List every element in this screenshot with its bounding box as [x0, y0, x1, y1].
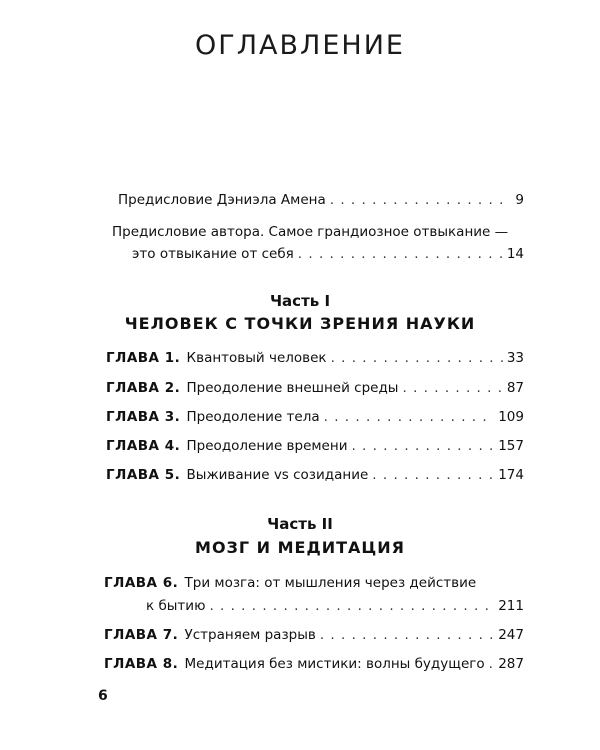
toc-page-number: 14 [506, 246, 524, 262]
toc-entry-chapter-5[interactable] [106, 467, 524, 483]
leader-dots [320, 627, 494, 643]
chapter-number: ГЛАВА 6. [104, 575, 179, 591]
toc-entry-chapter-7[interactable] [104, 627, 524, 643]
toc-entry-chapter-6-line1 [104, 575, 476, 591]
part-1-label: Часть I [269, 292, 331, 310]
toc-entry-chapter-1[interactable] [106, 350, 524, 366]
leader-dots [351, 438, 494, 454]
toc-entry-foreword-author[interactable] [132, 246, 524, 262]
toc-entry-chapter-3[interactable] [106, 409, 524, 425]
toc-entry-foreword-amen[interactable] [118, 192, 524, 208]
toc-entry-chapter-2[interactable] [106, 380, 524, 396]
toc-entry-title: это отвыкание от себя [132, 246, 294, 262]
toc-page-number: 33 [506, 350, 524, 366]
page-number: 6 [98, 688, 108, 704]
chapter-number: ГЛАВА 1. [106, 350, 181, 366]
chapter-title: Выживание vs созидание [186, 467, 369, 483]
leader-dots [330, 192, 512, 208]
chapter-title: Преодоление времени [186, 438, 348, 454]
toc-page-number: 9 [515, 192, 524, 208]
part-1-title: ЧЕЛОВЕК С ТОЧКИ ЗРЕНИЯ НАУКИ [124, 314, 476, 333]
chapter-title: Преодоление тела [186, 409, 320, 425]
toc-page-number: 109 [498, 409, 524, 425]
toc-page-number: 247 [498, 627, 524, 643]
chapter-number: ГЛАВА 3. [106, 409, 181, 425]
toc-entry-chapter-8[interactable] [104, 656, 524, 672]
leader-dots [372, 467, 494, 483]
chapter-number: ГЛАВА 2. [106, 380, 181, 396]
chapter-number: ГЛАВА 7. [104, 627, 179, 643]
toc-entry-title: Предисловие Дэниэла Амена [118, 192, 326, 208]
chapter-title: Устраняем разрыв [184, 627, 316, 643]
toc-entry-foreword-author-line1: Предисловие автора. Самое грандиозное отвыкание — [112, 224, 509, 240]
part-2-label: Часть II [267, 515, 333, 533]
leader-dots [402, 380, 502, 396]
chapter-title-continued: к бытию [146, 598, 206, 614]
leader-dots [331, 350, 503, 366]
toc-page-number: 174 [498, 467, 524, 483]
toc-entry-chapter-4[interactable] [106, 438, 524, 454]
toc-page-number: 157 [498, 438, 524, 454]
chapter-title: Преодоление внешней среды [186, 380, 399, 396]
leader-dots [489, 656, 495, 672]
toc-entry-chapter-6[interactable] [146, 598, 524, 614]
chapter-title: Квантовый человек [186, 350, 327, 366]
toc-page-number: 87 [506, 380, 524, 396]
leader-dots [324, 409, 495, 425]
toc-page-number: 287 [498, 656, 524, 672]
chapter-number: ГЛАВА 4. [106, 438, 181, 454]
chapter-title: Медитация без мистики: волны будущего [184, 656, 485, 672]
part-2-title: МОЗГ И МЕДИТАЦИЯ [195, 538, 405, 557]
toc-page-number: 211 [498, 598, 524, 614]
page-title: ОГЛАВЛЕНИЕ [195, 30, 405, 61]
leader-dots [209, 598, 494, 614]
leader-dots [298, 246, 503, 262]
chapter-title: Три мозга: от мышления через действие [184, 575, 477, 591]
chapter-number: ГЛАВА 5. [106, 467, 181, 483]
chapter-number: ГЛАВА 8. [104, 656, 179, 672]
